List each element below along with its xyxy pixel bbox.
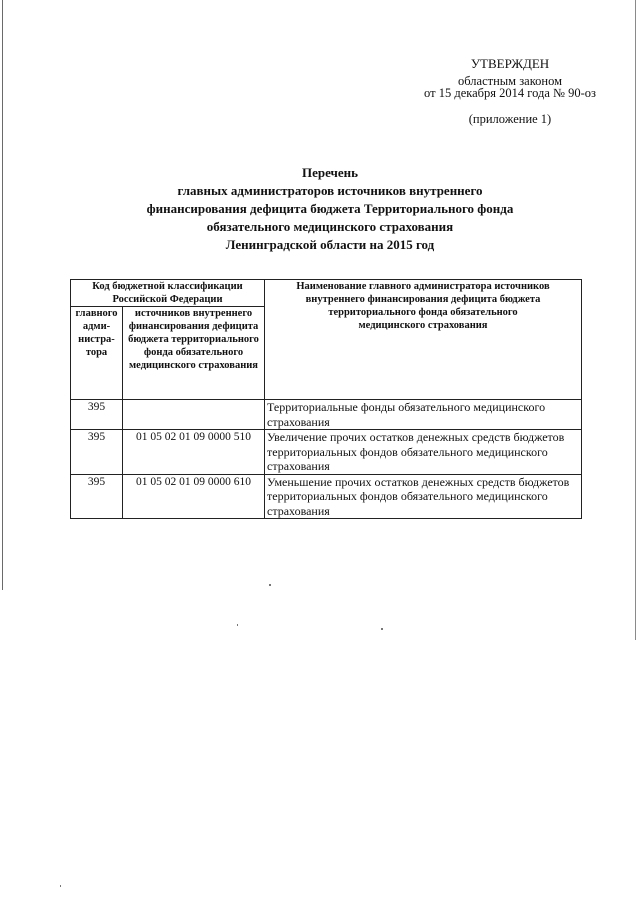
title-line-2: главных администраторов источников внутреннего: [177, 183, 483, 198]
scan-speck: [269, 584, 271, 586]
row-admin-code: 395: [71, 430, 123, 475]
scan-edge-left: [2, 0, 3, 590]
annex-note: (приложение 1): [468, 112, 552, 126]
row-name: Увеличение прочих остатков денежных средств бюджетов территориальных фондов обязательного медицинского страхования: [265, 430, 582, 475]
administrators-table: [70, 279, 582, 519]
approval-stamp: [410, 58, 610, 125]
header-source-column: источников внутреннего финансирования дефицита бюджета территориального фонда обязательного медицинского страхования: [123, 307, 265, 400]
row-admin-code: 395: [71, 400, 123, 430]
row-admin-code: 395: [71, 474, 123, 519]
table-row: [71, 474, 582, 519]
scan-speck: [381, 628, 383, 630]
scan-speck: [60, 885, 61, 887]
header-name-column: Наименование главного администратора источников внутреннего финансирования дефицита бюджета территориального фонда обязательного медицинского страхования: [265, 280, 582, 400]
table-header-row-1: [71, 280, 582, 307]
row-name: Территориальные фонды обязательного медицинского страхования: [265, 400, 582, 430]
scan-edge-right: [635, 0, 636, 640]
approved-heading: УТВЕРЖДЕН: [470, 56, 550, 71]
row-source-code: 01 05 02 01 09 0000 510: [123, 430, 265, 475]
table-row: [71, 430, 582, 475]
title-line-3: финансирования дефицита бюджета Территориального фонда: [146, 201, 514, 216]
row-name: Уменьшение прочих остатков денежных средств бюджетов территориальных фондов обязательного медицинского страхования: [265, 474, 582, 519]
title-line-4: обязательного медицинского страхования: [206, 219, 454, 234]
scan-speck: [237, 624, 238, 626]
row-source-code: 01 05 02 01 09 0000 610: [123, 474, 265, 519]
table-row: [71, 400, 582, 430]
approval-law-line: областным законом: [457, 74, 562, 88]
document-title: [80, 164, 580, 254]
approval-date-line: от 15 декабря 2014 года № 90-оз: [424, 86, 596, 100]
header-admin-column: главного адми-нистра-тора: [71, 307, 123, 400]
row-source-code: [123, 400, 265, 430]
header-code-group: Код бюджетной классификации Российской Федерации: [71, 280, 265, 307]
title-line-1: Перечень: [301, 165, 359, 180]
title-line-5: Ленинградской области на 2015 год: [225, 237, 435, 252]
